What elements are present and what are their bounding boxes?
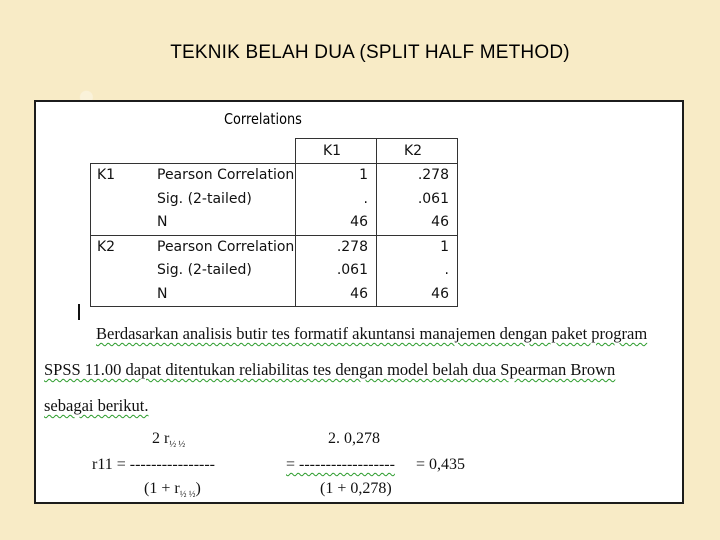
stat-label: Pearson Correlation (157, 238, 295, 255)
correlations-heading: Correlations (224, 110, 302, 128)
text-cursor (78, 304, 80, 320)
column-header-k2: K2 (377, 139, 458, 164)
table-cell: 1 (359, 167, 368, 183)
correlations-table (90, 138, 458, 307)
formula-divider: = ------------------ (286, 456, 395, 473)
table-cell: 46 (350, 214, 368, 230)
formula-numerator-right: 2. 0,278 (328, 430, 380, 447)
table-cell: . (444, 262, 449, 278)
row-label-k1: K1 (97, 167, 116, 183)
formula-lhs: r11 = ---------------- (92, 456, 216, 473)
stat-label: Sig. (2-tailed) (157, 190, 252, 207)
stat-label: Pearson Correlation (157, 167, 295, 183)
formula-result: = 0,435 (416, 456, 466, 473)
table-cell: .061 (336, 262, 368, 278)
table-row (91, 164, 458, 236)
stat-label: N (157, 214, 168, 230)
table-cell: . (363, 190, 368, 207)
table-cell: .061 (417, 190, 449, 207)
table-header-row (91, 139, 458, 164)
table-row (91, 235, 458, 307)
table-cell: 46 (431, 214, 449, 230)
table-cell: .278 (336, 238, 368, 255)
column-header-k1: K1 (296, 139, 377, 164)
content-panel (34, 100, 684, 504)
table-cell: 46 (350, 285, 368, 302)
row-label-k2: K2 (97, 238, 116, 255)
formula-denominator-left: $(1 + r_{\frac{1}{2} \frac{1}{2}})$ (144, 480, 201, 499)
table-cell: 1 (440, 238, 449, 255)
paragraph-line-1: Berdasarkan analisis butir tes formatif akuntansi manajemen dengan paket program (96, 324, 648, 343)
paragraph-line-3: sebagai berikut. (44, 396, 149, 415)
formula-denominator-right: (1 + 0,278) (320, 480, 392, 497)
formula-numerator-left: 2 $r_{\frac{1}{2} \frac{1}{2}}$ (152, 430, 186, 449)
table-cell: 46 (431, 285, 449, 302)
stat-label: Sig. (2-tailed) (157, 262, 252, 278)
slide-title: TEKNIK BELAH DUA (SPLIT HALF METHOD) (170, 42, 570, 63)
table-cell: .278 (417, 167, 449, 183)
stat-label: N (157, 285, 168, 302)
paragraph-line-2: SPSS 11.00 dapat ditentukan reliabilitas tes dengan model belah dua Spearman Brown (44, 360, 616, 379)
